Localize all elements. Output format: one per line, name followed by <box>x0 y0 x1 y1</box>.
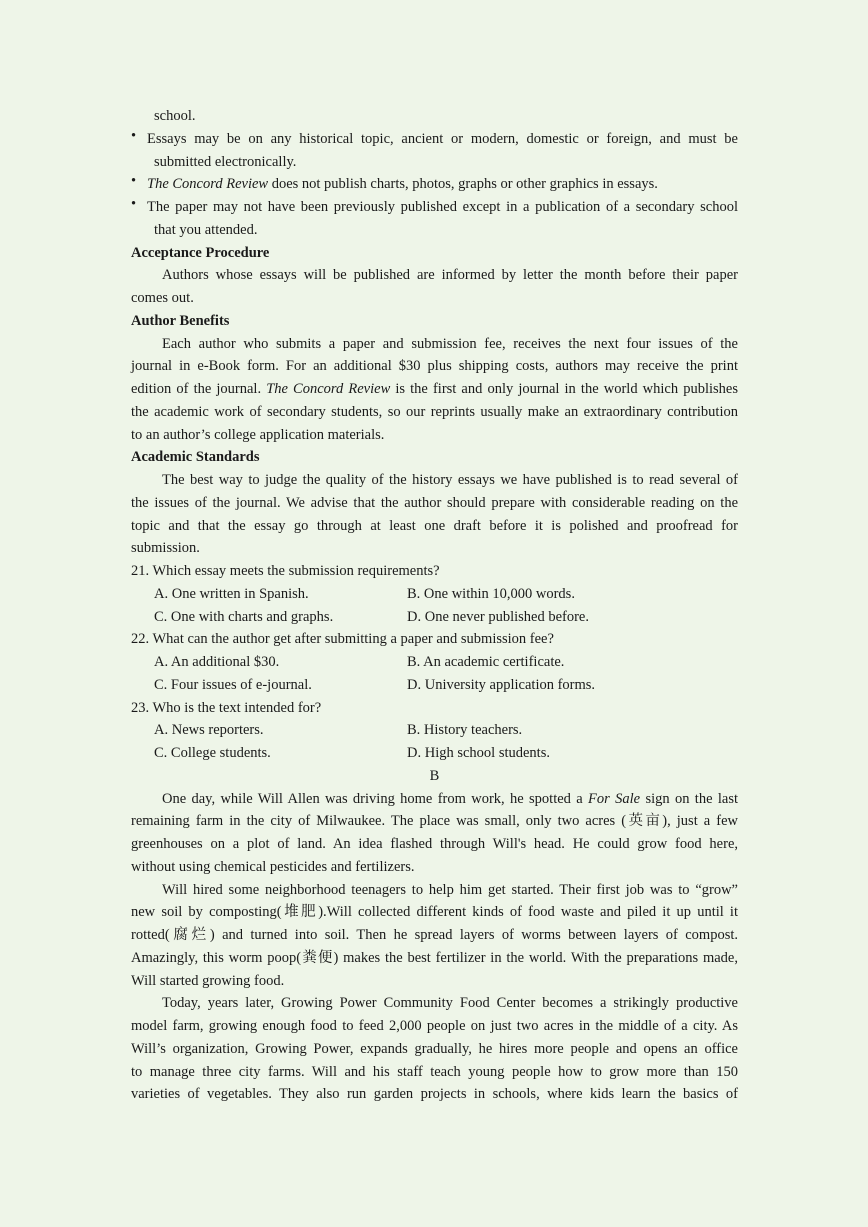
option-row <box>131 651 738 674</box>
passage-b-paragraph-3 <box>131 992 738 1106</box>
benefits-line-1: Each author who submits a paper and submission fee, receives the next four issues of the <box>162 335 738 352</box>
option-c: C. Four issues of e-journal. <box>154 676 312 693</box>
paragraph-line: remaining farm in the city of Milwaukee. The place was small, only two acres (英亩), just a few <box>131 813 738 830</box>
option-row <box>131 583 738 606</box>
document-body <box>131 105 738 1106</box>
option-c: C. College students. <box>154 745 271 761</box>
paragraph-line: greenhouses on a plot of land. An idea flashed through Will's head. He could grow food here, <box>131 836 738 852</box>
paragraph-text: One day, while Will Allen was driving home from work, he spotted a <box>162 790 589 807</box>
option-d: D. One never published before. <box>407 608 589 625</box>
bullet-icon: • <box>131 127 137 144</box>
question-21 <box>131 560 738 628</box>
passage-b-paragraph-2 <box>131 879 738 993</box>
rule-2-text: does not publish charts, photos, graphs or other graphics in essays. <box>268 176 658 193</box>
rule-bullet-3 <box>131 196 738 242</box>
option-row <box>131 674 738 697</box>
heading-benefits: Author Benefits <box>131 312 230 329</box>
standards-line-2: the issues of the journal. We advise that the author should prepare with considerable reading on the <box>131 494 738 511</box>
passage-b-paragraph-1 <box>131 788 738 879</box>
paragraph-line: varieties of vegetables. They also run garden projects in schools, where kids learn the basics of <box>131 1086 738 1103</box>
question-22 <box>131 628 738 696</box>
option-row <box>131 742 738 765</box>
option-a: A. One written in Spanish. <box>154 585 309 602</box>
bullet-icon: • <box>131 196 137 212</box>
option-c: C. One with charts and graphs. <box>154 608 334 625</box>
option-a: A. An additional $30. <box>154 654 280 670</box>
paragraph-line: Today, years later, Growing Power Community Food Center becomes a strikingly productive <box>162 995 738 1012</box>
option-a: A. News reporters. <box>154 722 264 739</box>
rule-bullet-1 <box>131 128 738 174</box>
paragraph-line: new soil by composting(堆肥).Will collected different kinds of food waste and piled it up until it <box>131 904 738 921</box>
journal-title: The Concord Review <box>266 381 391 397</box>
bullet-icon: • <box>131 173 137 190</box>
paragraph-line: Will’s organization, Growing Power, expands gradually, he hires more people and opens an office <box>131 1040 738 1057</box>
paragraph-line: rotted(腐烂) and turned into soil. Then he spread layers of worms between layers of compost. <box>131 927 738 943</box>
standards-line-4: submission. <box>131 540 200 557</box>
heading-standards: Academic Standards <box>131 449 260 466</box>
paragraph-line: without using chemical pesticides and fertilizers. <box>131 858 415 875</box>
question-text: 22. What can the author get after submitting a paper and submission fee? <box>131 631 554 648</box>
acceptance-line-1: Authors whose essays will be published are informed by letter the month before their paper <box>162 267 738 284</box>
journal-title: The Concord Review <box>147 176 269 193</box>
rule-continuation: school. <box>154 108 196 124</box>
benefits-text: edition of the journal. <box>131 381 267 397</box>
rule-2-line-1 <box>147 173 738 196</box>
rule-3-line-1: The paper may not have been previously published except in a publication of a secondary school <box>147 199 738 215</box>
paragraph-line: Amazingly, this worm poop(粪便) makes the best fertilizer in the world. With the preparations made, <box>131 949 738 966</box>
benefits-line-3 <box>131 378 738 401</box>
rule-bullet-2 <box>131 173 738 196</box>
rule-3-line-2: that you attended. <box>154 221 258 238</box>
option-b: B. One within 10,000 words. <box>407 585 575 602</box>
passage-label: B <box>429 767 440 784</box>
benefits-line-5: to an author’s college application materials. <box>131 426 385 443</box>
option-row <box>131 606 738 629</box>
rule-1-line-2: submitted electronically. <box>154 153 297 170</box>
paragraph-line: Will started growing food. <box>131 972 285 989</box>
benefits-line-4: the academic work of secondary students, so our reprints usually make an extraordinary contribution <box>131 403 738 420</box>
question-text: 21. Which essay meets the submission requirements? <box>131 563 440 579</box>
rule-1-line-1: Essays may be on any historical topic, ancient or modern, domestic or foreign, and must be <box>147 130 738 147</box>
standards-line-1: The best way to judge the quality of the history essays we have published is to read several of <box>162 472 738 488</box>
paragraph-line <box>131 788 738 811</box>
heading-acceptance: Acceptance Procedure <box>131 244 270 261</box>
benefits-line-2: journal in e-Book form. For an additional $30 plus shipping costs, authors may receive the print <box>131 358 738 375</box>
option-d: D. University application forms. <box>407 676 596 693</box>
question-text: 23. Who is the text intended for? <box>131 699 322 716</box>
option-d: D. High school students. <box>407 745 550 761</box>
acceptance-line-2: comes out. <box>131 290 194 306</box>
option-b: B. History teachers. <box>407 722 523 739</box>
paragraph-line: model farm, growing enough food to feed 2,000 people on just two acres in the middle of a city. As <box>131 1018 738 1034</box>
option-row <box>131 719 738 742</box>
option-b: B. An academic certificate. <box>407 654 565 670</box>
standards-line-3: topic and that the essay go through at least one draft before it is polished and proofread for <box>131 517 738 534</box>
benefits-text: is the first and only journal in the world which publishes <box>390 381 738 397</box>
sign-text: For Sale <box>588 790 641 807</box>
question-23 <box>131 697 738 765</box>
paragraph-line: Will hired some neighborhood teenagers to help him get started. Their first job was to “grow” <box>162 881 738 898</box>
paragraph-line: to manage three city farms. Will and his staff teach young people how to grow more than 150 <box>131 1063 738 1080</box>
paragraph-text: sign on the last <box>640 790 738 807</box>
